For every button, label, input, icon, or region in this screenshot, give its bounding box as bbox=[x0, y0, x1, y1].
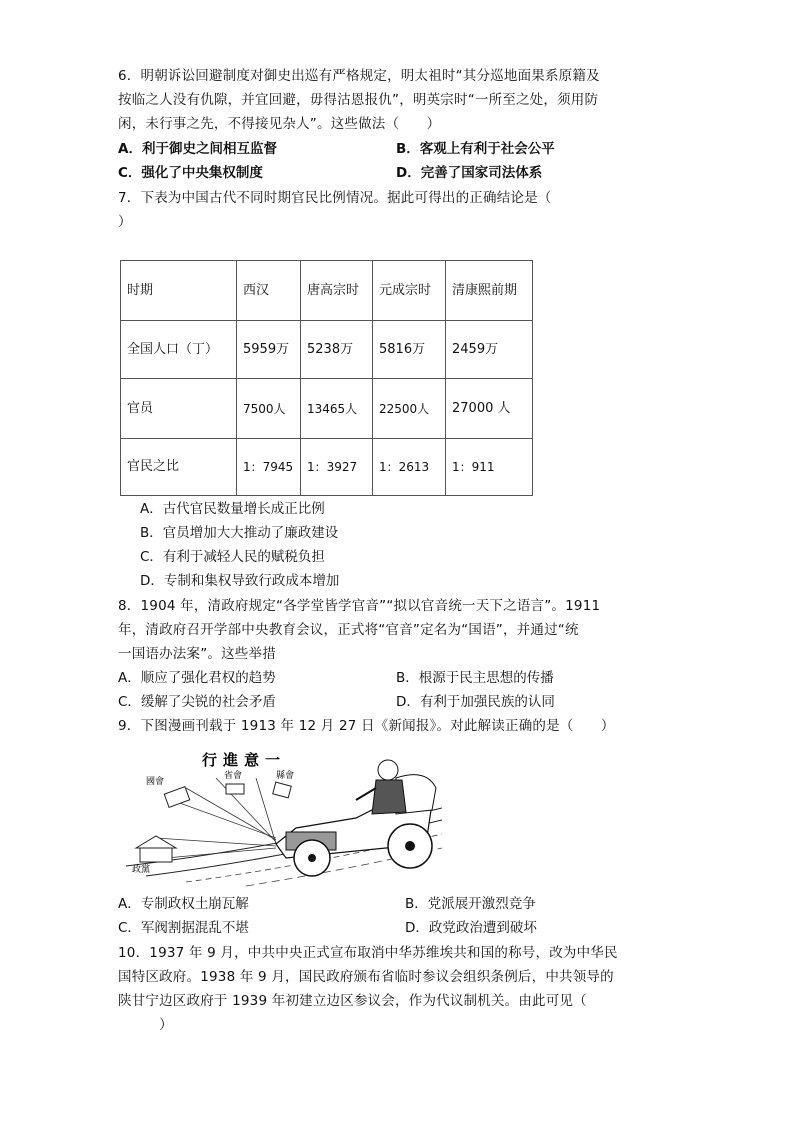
table-header-cell: 清康熙前期 bbox=[446, 261, 533, 321]
table-cell: 5959万 bbox=[237, 321, 301, 379]
q7-option-b: B．官员增加大大推动了廉政建设 bbox=[140, 525, 339, 541]
table-cell: 22500人 bbox=[373, 379, 446, 439]
q8-stem-line-3: 一国语办法案”。这些举措 bbox=[118, 646, 276, 662]
q9-option-c: C．军阀割据混乱不堪 bbox=[118, 920, 249, 936]
q7-stem-line-1: 7．下表为中国古代不同时期官民比例情况。据此可得出的正确结论是（ bbox=[118, 190, 552, 206]
table-row bbox=[121, 321, 533, 379]
table-cell: 1：2613 bbox=[373, 439, 446, 496]
cartoon-image bbox=[126, 748, 442, 888]
cartoon-label-guohui: 國會 bbox=[146, 777, 165, 787]
q9-option-a: A．专制政权土崩瓦解 bbox=[118, 896, 249, 912]
table-header-cell: 时期 bbox=[121, 261, 237, 321]
cartoon-label-zhengdang: 政黨 bbox=[132, 865, 151, 875]
table-cell: 2459万 bbox=[446, 321, 533, 379]
table-header-row bbox=[121, 261, 533, 321]
q6-option-c: C．强化了中央集权制度 bbox=[118, 165, 263, 181]
q8-option-a: A．顺应了强化君权的趋势 bbox=[118, 670, 276, 686]
cartoon-label-xianhui: 縣會 bbox=[276, 771, 295, 781]
table-cell: 1：7945 bbox=[237, 439, 301, 496]
q8-stem-line-1: 8．1904 年，清政府规定“各学堂皆学官音”“拟以官音统一天下之语言”。1911 bbox=[118, 598, 601, 614]
table-cell: 7500人 bbox=[237, 379, 301, 439]
table-cell: 1：911 bbox=[446, 439, 533, 496]
table-cell: 27000 人 bbox=[446, 379, 533, 439]
table-cell: 5816万 bbox=[373, 321, 446, 379]
table-cell: 5238万 bbox=[301, 321, 373, 379]
q10-stem-line-3: 陕甘宁边区政府于 1939 年初建立边区参议会，作为代议制机关。由此可见（ bbox=[118, 993, 587, 1009]
table-cell: 全国人口（丁） bbox=[121, 321, 237, 379]
q10-stem-line-1: 10．1937 年 9 月，中共中央正式宣布取消中华苏维埃共和国的称号，改为中华民 bbox=[118, 945, 618, 961]
q6-option-d: D．完善了国家司法体系 bbox=[396, 165, 543, 181]
table-cell: 1：3927 bbox=[301, 439, 373, 496]
q6-option-a: A．利于御史之间相互监督 bbox=[118, 141, 277, 157]
table-header-cell: 唐高宗时 bbox=[301, 261, 373, 321]
q7-stem-line-2: ） bbox=[118, 214, 132, 230]
q10-stem-line-2: 国特区政府。1938 年 9 月，国民政府颁布省临时参议会组织条例后，中共领导的 bbox=[118, 969, 614, 985]
q6-stem-line-2: 按临之人没有仇隙，并宜回避，毋得沽恩报仇”，明英宗时“一所至之处，须用防 bbox=[118, 92, 599, 108]
table-row bbox=[121, 379, 533, 439]
q9-stem-line-1: 9．下图漫画刊载于 1913 年 12 月 27 日《新闻报》。对此解读正确的是（ ） bbox=[118, 718, 615, 734]
q8-option-d: D．有利于加强民族的认同 bbox=[396, 694, 555, 710]
q7-option-a: A．古代官民数量增长成正比例 bbox=[140, 501, 325, 517]
cartoon-label-shenghui: 省會 bbox=[224, 771, 243, 781]
q8-option-b: B．根源于民主思想的传播 bbox=[396, 670, 554, 686]
table-header-cell: 西汉 bbox=[237, 261, 301, 321]
q7-option-d: D．专制和集权导致行政成本增加 bbox=[140, 573, 340, 589]
q7-option-c: C．有利于减轻人民的赋税负担 bbox=[140, 549, 325, 565]
table-header-cell: 元成宗时 bbox=[373, 261, 446, 321]
table-row bbox=[121, 439, 533, 496]
table-cell: 13465人 bbox=[301, 379, 373, 439]
cartoon-title: 行進意一 bbox=[202, 751, 287, 769]
official-ratio-table bbox=[120, 260, 533, 496]
q9-option-b: B．党派展开激烈竞争 bbox=[405, 896, 536, 912]
q9-option-d: D．政党政治遭到破坏 bbox=[405, 920, 537, 936]
driver-figure-icon bbox=[356, 760, 406, 814]
q6-option-b: B．客观上有利于社会公平 bbox=[396, 141, 555, 157]
table-cell: 官民之比 bbox=[121, 439, 237, 496]
q6-stem-line-3: 闲，未行事之先，不得接见杂人”。这些做法（ ） bbox=[118, 116, 441, 132]
q8-stem-line-2: 年，清政府召开学部中央教育会议，正式将“官音”定名为“国语”，并通过“统 bbox=[118, 622, 579, 638]
q6-stem-line-1: 6．明朝诉讼回避制度对御史出巡有严格规定，明太祖时“其分巡地面果系原籍及 bbox=[118, 68, 600, 84]
building-icon bbox=[136, 782, 291, 862]
q8-option-c: C．缓解了尖锐的社会矛盾 bbox=[118, 694, 276, 710]
car-icon bbox=[276, 775, 436, 876]
table-cell: 官员 bbox=[121, 379, 237, 439]
q10-stem-line-4: ） bbox=[118, 1017, 173, 1033]
